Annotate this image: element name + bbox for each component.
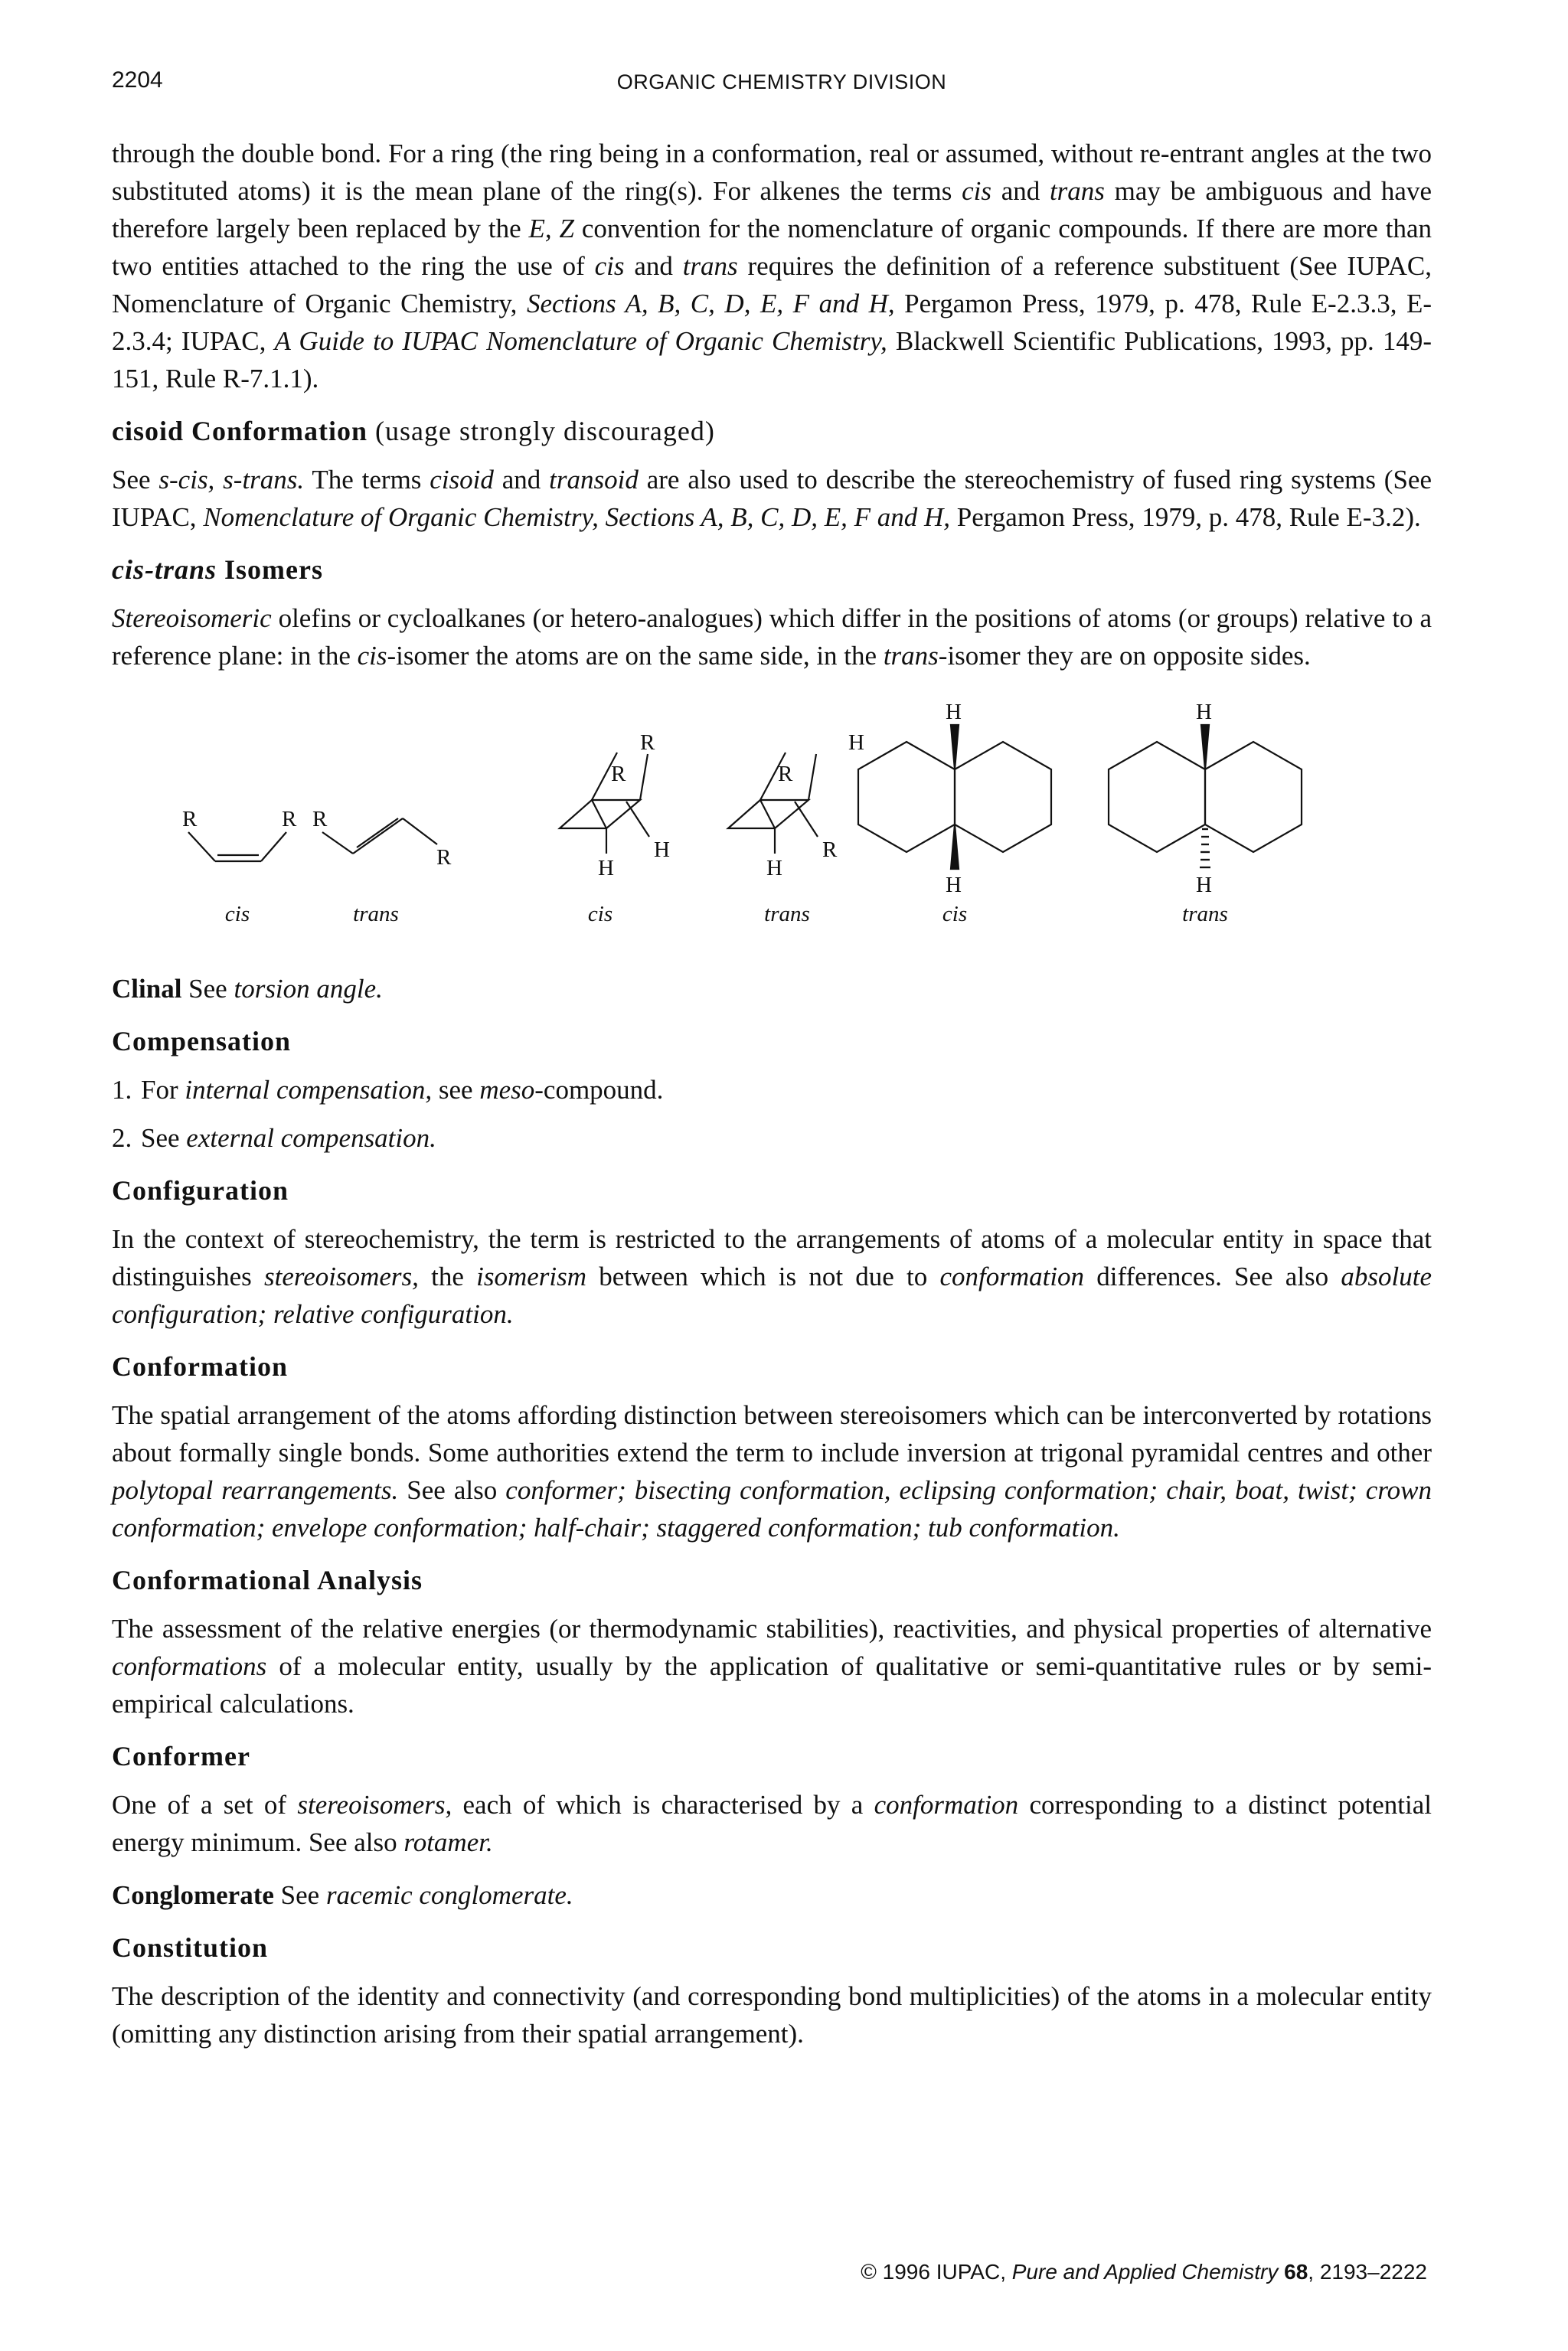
- division-title: ORGANIC CHEMISTRY DIVISION: [616, 70, 947, 93]
- cis-alkene-structure: [182, 807, 297, 861]
- atom-label: R: [611, 762, 626, 786]
- page-number: 2204: [112, 67, 163, 93]
- intro-paragraph: through the double bond. For a ring (the ring being in a conformation, real or assumed, without re-entrant angles at the two substituted atoms) it is the mean plane of the ring(s). For alkenes the terms cis and trans may be ambiguous and have therefore largely been replaced by the E, Z convention for the nomenclature of organic compounds. If there are more than two entities attached to the ring the use of cis and trans requires the definition of a reference substituent (See IUPAC, Nomenclature of Organic Chemistry, Sections A, B, C, D, E, F and H, Pergamon Press, 1979, p. 478, Rule E-2.3.3, E-2.3.4; IUPAC, A Guide to IUPAC Nomenclature of Organic Chemistry, Blackwell Scientific Publications, 1993, pp. 149-151, Rule R-7.1.1).: [112, 139, 1432, 393]
- conformation-paragraph: The spatial arrangement of the atoms affording distinction between stereoisomers which can be interconverted by rotations about formally single bonds. Some authorities extend the term to include inversion at trigonal pyramidal centres and other polytopal rearrangements. See also conformer; bisecting conformation, eclipsing conformation; chair, boat, twist; crown conformation; envelope conformation; half-chair; staggered conformation; tub conformation.: [112, 1400, 1432, 1543]
- atom-label: H: [848, 730, 864, 755]
- atom-label: R: [640, 730, 655, 755]
- caption-trans-alkene: trans: [353, 902, 399, 926]
- atom-label: H: [946, 873, 962, 897]
- atom-label: R: [778, 762, 793, 786]
- trans-cyclopropane-structure: [728, 730, 864, 880]
- caption-cis-decalin: cis: [942, 902, 968, 926]
- cisoid-heading: cisoid Conformation (usage strongly discouraged): [112, 416, 715, 446]
- running-header: [112, 67, 1452, 106]
- atom-label: H: [598, 856, 614, 880]
- captions: [225, 902, 1228, 926]
- conformer-heading: Conformer: [112, 1741, 250, 1771]
- caption-cis-cyclopropane: cis: [587, 902, 613, 926]
- cisoid-paragraph: See s-cis, s-trans. The terms cisoid and transoid are also used to describe the stereochemistry of fused ring systems (See IUPAC, Nomenclature of Organic Chemistry, Sections A, B, C, D, E, F and H, Pergamon Press, 1979, p. 478, Rule E-3.2).: [112, 465, 1432, 532]
- atom-label: H: [1196, 873, 1212, 897]
- atom-label: R: [182, 807, 198, 831]
- compensation-heading: Compensation: [112, 1026, 292, 1056]
- compensation-item-1: 1. For internal compensation, see meso-compound.: [112, 1075, 664, 1105]
- structures-svg: [112, 687, 1432, 959]
- conglomerate-entry: Conglomerate See racemic conglomerate.: [112, 1880, 573, 1910]
- configuration-heading: Configuration: [112, 1175, 289, 1206]
- conformation-heading: Conformation: [112, 1351, 288, 1382]
- caption-trans-cyclopropane: trans: [764, 902, 810, 926]
- atom-label: H: [946, 700, 962, 724]
- cis-trans-paragraph: Stereoisomeric olefins or cycloalkanes (or hetero-analogues) which differ in the positions of atoms (or groups) relative to a reference plane: in the cis-isomer the atoms are on the same side, in the trans-isomer they are on opposite sides.: [112, 603, 1432, 671]
- atom-label: H: [1196, 700, 1212, 724]
- conformational-analysis-paragraph: The assessment of the relative energies (or thermodynamic stabilities), reactivities, and physical properties of alternative conformations of a molecular entity, usually by the application of qualitative or semi-quantitative rules or by semi-empirical calculations.: [112, 1614, 1432, 1719]
- compensation-item-2: 2. See external compensation.: [112, 1123, 436, 1153]
- cis-trans-heading: cis-trans Isomers: [112, 554, 324, 585]
- atom-label: H: [654, 838, 670, 862]
- cis-cyclopropane-structure: [560, 730, 670, 880]
- atom-label: R: [822, 838, 838, 862]
- atom-label: R: [436, 845, 452, 870]
- atom-label: R: [282, 807, 297, 831]
- page-body: [112, 135, 1432, 2052]
- atom-label: H: [766, 856, 782, 880]
- cis-decalin-structure: [858, 700, 1051, 897]
- trans-decalin-structure: [1109, 700, 1302, 897]
- atom-label: R: [312, 807, 328, 831]
- conformer-paragraph: One of a set of stereoisomers, each of which is characterised by a conformation corresponding to a distinct potential energy minimum. See also rotamer.: [112, 1790, 1432, 1857]
- clinal-entry: Clinal See torsion angle.: [112, 974, 383, 1004]
- caption-trans-decalin: trans: [1182, 902, 1228, 926]
- constitution-paragraph: The description of the identity and connectivity (and corresponding bond multiplicities) of the atoms in a molecular entity (omitting any distinction arising from their spatial arrangement).: [112, 1981, 1432, 2049]
- cis-trans-figure: [112, 687, 1432, 959]
- caption-cis-alkene: cis: [224, 902, 250, 926]
- configuration-paragraph: In the context of stereochemistry, the term is restricted to the arrangements of atoms of a molecular entity in space that distinguishes stereoisomers, the isomerism between which is not due to conformation differences. See also absolute configuration; relative configuration.: [112, 1224, 1432, 1329]
- constitution-heading: Constitution: [112, 1932, 269, 1963]
- footer-citation: © 1996 IUPAC, Pure and Applied Chemistry 68, 2193–2222: [861, 2260, 1427, 2284]
- trans-alkene-structure: [312, 807, 452, 870]
- conformational-analysis-heading: Conformational Analysis: [112, 1565, 423, 1595]
